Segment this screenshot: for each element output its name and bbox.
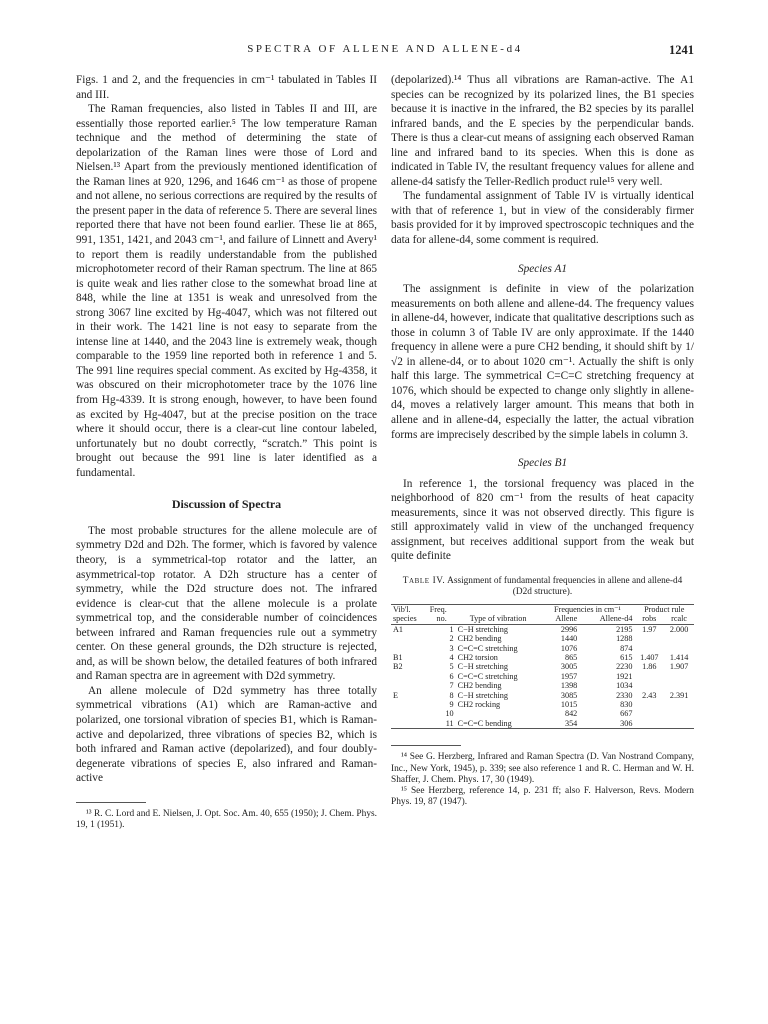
paragraph: In reference 1, the torsional frequency was placed in the neighborhood of 820 cm⁻¹ from the results of heat capacity measurements, since it was not observed directly. This figure is still approximately valid in view of the unchanged frequency assignment, but receives additional support from the weak but quite definite	[391, 477, 694, 563]
cell-type: CH2 bending	[457, 681, 502, 691]
cell-rcalc	[664, 719, 694, 728]
cell-type	[456, 709, 541, 718]
cell-rcalc: 2.000	[669, 624, 689, 634]
running-title: SPECTRA OF ALLENE AND ALLENE-d4	[247, 43, 523, 55]
cell-allene: 842	[564, 709, 578, 719]
footnote-divider	[76, 802, 146, 803]
table-row	[391, 653, 694, 662]
paragraph: (depolarized).¹⁴ Thus all vibrations are Raman-active. The A1 species can be recognized by its polarized lines, the B1 species because it is inactive in the infrared, the B2 species by its parallel infrared bands, and the E species by the perpendicular bands. There is thus a clear-cut means of assigning each observed Raman line and infrared band to its species. When this is done as indicated in Table IV, the resultant frequency values for allene and allene-d4 satisfy the Teller-Redlich product rule¹⁵ very well.	[391, 74, 694, 188]
page-header	[76, 43, 694, 61]
cell-robs	[634, 672, 664, 681]
paragraph: The Raman frequencies, also listed in Tables II and III, are essentially those reported earlier.⁵ The low temperature Raman technique and the method of determining the state of depolarization of the Raman lines were those of Lord and Nielsen.¹³ Apart from the previously mentioned identification of the Raman lines at 920, 1296, and 1646 cm⁻¹ as those of propene and not allene, no serious corrections are required by the results of the present paper in the data of reference 5. There are several lines reported there that have not been found earlier. These lie at 865, 991, 1351, 1421, and 2043 cm⁻¹, and failure of Linnett and Avery¹ to report them is readily understandable from the published microphotometer record of their Raman spectrum. The line at 865 is quite weak and lies rather close to the somewhat broad line at 848, while the line at 1351 is weak and unresolved from the strong 3067 line excited by Hg-4047, which was not filtered out in their work. The 1421 line is not easy to separate from the intense line at 1440, and the 2043 line is extremely weak, though comparable to the 1959 line reported both in reference 1 and 5. The 991 line requires special comment. As excited by Hg-4358, it was obscured on their microphotometer trace by the 1076 line from Hg-4339. It is strong enough, however, to have been found as excited by Hg-4047, but at the precise position on the trace where it should occur, there is a clear-cut line contour labeled, unfortunately but no doubt correctly, “scratch.” This point is brought out because the 991 line is later identified as a fundamental.	[76, 103, 377, 479]
cell-d4: 874	[620, 643, 633, 653]
header-allene-d4: Allene-d4	[579, 614, 634, 624]
paragraph: The assignment is definite in view of the polarization measurements on both allene and allene-d4. The frequency values in allene-d4, however, indicate that qualitative descriptions such as those in column 3 of Table IV are only approximate. If the 1440 frequency in allene were a pure CH2 bending, it should shift by 1/√2 in allene-d4, or to about 1020 cm⁻¹. Actually the shift is only half this large. The symmetrical C=C=C stretching frequency at 1076, which should be expected to change only slightly in allene-d4, moves a relatively larger amount. This means that both in allene and in allene-d4, especially the latter, the actual vibration forms are imprecisely described by the simple labels in column 3.	[391, 283, 694, 441]
cell-d4: 2195	[616, 624, 633, 634]
table-row	[391, 662, 694, 671]
cell-species	[391, 700, 428, 709]
header-vibl: Vib'l.	[393, 604, 411, 614]
footnote-13: ¹³ R. C. Lord and E. Nielsen, J. Opt. Soc. Am. 40, 655 (1950); J. Chem. Phys. 19, 1 (1951).	[76, 808, 377, 830]
cell-robs	[634, 681, 664, 690]
cell-robs	[634, 719, 664, 728]
cell-allene: 354	[564, 718, 578, 728]
table-caption-text: Assignment of fundamental frequencies in allene and allene-d4 (D2d structure).	[447, 575, 683, 597]
cell-allene: 3085	[560, 690, 578, 700]
footnote-divider	[391, 745, 461, 746]
cell-no: 2	[449, 634, 454, 644]
cell-species: B2	[393, 662, 403, 672]
header-r-calc: rcalc	[664, 614, 694, 624]
cell-d4: 1288	[616, 634, 633, 644]
table-row	[391, 700, 694, 709]
cell-robs: 1.97	[642, 624, 657, 634]
header-freq-group: Frequencies in cm⁻¹	[554, 604, 621, 614]
cell-rcalc: 1.414	[669, 652, 689, 662]
cell-type: C=C=C stretching	[457, 671, 518, 681]
cell-rcalc: 1.907	[669, 662, 689, 672]
header-type: Type of vibration	[456, 614, 541, 624]
cell-d4: 615	[620, 652, 633, 662]
footnote-15: ¹⁵ See Herzberg, reference 14, p. 231 ff; also F. Halverson, Revs. Modern Phys. 19, 87 (1947).	[391, 786, 694, 808]
cell-allene: 1398	[560, 681, 578, 691]
cell-d4: 1034	[616, 681, 633, 691]
cell-species	[391, 672, 428, 681]
header-product-rule: Product rule	[644, 604, 685, 614]
header-freq: Freq.	[429, 604, 447, 614]
cell-species	[391, 709, 428, 718]
footnote-14: ¹⁴ See G. Herzberg, Infrared and Raman Spectra (D. Van Nostrand Company, Inc., New York, 1945), p. 339; see also reference 1 and R. C. Herman and W. H. Shaffer, J. Chem. Phys. 17, 30 (1949).	[391, 752, 694, 785]
cell-d4: 2230	[616, 662, 633, 672]
cell-allene: 1015	[560, 700, 578, 710]
table-row	[391, 691, 694, 700]
paragraph: Figs. 1 and 2, and the frequencies in cm⁻¹ tabulated in Tables II and III.	[76, 74, 377, 101]
cell-species: E	[393, 690, 399, 700]
table-row	[391, 624, 694, 634]
cell-robs	[634, 634, 664, 643]
cell-rcalc	[664, 681, 694, 690]
cell-no: 4	[449, 652, 454, 662]
paragraph: The most probable structures for the allene molecule are of symmetry D2d and D2h. The former, which is favored by valence theory, is a symmetrical-top rotator and the latter, an asymmetrical-top rotator. A D2h structure has a center of symmetry, while the D2d structure does not. The infrared evidence is clear-cut that the allene molecule is a prolate symmetrical top, and the considerable number of coincidences between infrared and Raman frequencies rule out a symmetry center. On these general grounds, the D2h structure is rejected, and, as will be shown below, the detailed features of both infrared and Raman spectra are in agreement with D2d symmetry.	[76, 524, 377, 683]
header-no: no.	[428, 614, 456, 624]
cell-species	[391, 681, 428, 690]
cell-rcalc	[664, 672, 694, 681]
cell-d4: 306	[620, 718, 633, 728]
cell-robs: 2.43	[642, 690, 657, 700]
cell-robs: 1.407	[640, 652, 659, 662]
header-allene: Allene	[540, 614, 579, 624]
paragraph: The fundamental assignment of Table IV is virtually identical with that of reference 1, but in view of the considerably firmer basis provided for it by improved spectroscopic techniques and the data for allene-d4, some comment is required.	[391, 190, 694, 247]
cell-type: C=C=C bending	[457, 718, 512, 728]
cell-rcalc: 2.391	[669, 690, 689, 700]
cell-allene: 2996	[560, 624, 578, 634]
section-heading: Discussion of Spectra	[171, 497, 282, 512]
left-column	[76, 73, 377, 831]
cell-rcalc	[664, 634, 694, 643]
cell-type: C=C=C stretching	[457, 643, 518, 653]
cell-d4: 667	[620, 709, 633, 719]
cell-allene: 1440	[560, 634, 578, 644]
table-iv	[391, 605, 694, 728]
cell-type: CH2 torsion	[457, 652, 498, 662]
cell-no: 3	[449, 643, 454, 653]
paragraph: An allene molecule of D2d symmetry has three totally symmetrical vibrations (A1) which are Raman-active and polarized, one torsional vibration of species B1, which is Raman-active and depolarized, three vibrations of species B2, which is both infrared and Raman active (depolarized), and four doubly-degenerate vibrations of species E, also infrared and Raman-active	[76, 684, 377, 785]
subheading-species-a1: Species A1	[517, 262, 568, 275]
table-header-row	[391, 614, 694, 624]
footnote	[76, 809, 377, 832]
subheading-species-b1: Species B1	[517, 457, 568, 470]
cell-allene: 3005	[560, 662, 578, 672]
cell-robs	[634, 700, 664, 709]
header-r-obs: robs	[634, 614, 664, 624]
footnotes	[391, 752, 694, 808]
table-caption	[397, 576, 688, 598]
table-row	[391, 634, 694, 643]
cell-robs	[634, 644, 664, 653]
cell-type: CH2 bending	[457, 634, 502, 644]
cell-type: C−H stretching	[457, 624, 508, 634]
cell-robs: 1.86	[642, 662, 657, 672]
cell-d4: 830	[620, 700, 633, 710]
cell-no: 5	[449, 662, 454, 672]
cell-species	[391, 634, 428, 643]
table-row	[391, 644, 694, 653]
table-row	[391, 672, 694, 681]
cell-no: 7	[449, 681, 454, 691]
cell-rcalc	[664, 709, 694, 718]
cell-d4: 1921	[616, 671, 633, 681]
table-row	[391, 719, 694, 728]
cell-type: CH2 rocking	[457, 700, 501, 710]
cell-allene: 1076	[560, 643, 578, 653]
cell-no: 11	[445, 718, 454, 728]
cell-no: 10	[445, 709, 454, 719]
cell-no: 8	[449, 690, 454, 700]
cell-no: 6	[449, 671, 454, 681]
cell-species	[391, 644, 428, 653]
table-row	[391, 681, 694, 690]
header-species: species	[391, 614, 428, 624]
cell-d4: 2330	[616, 690, 633, 700]
table-header-row	[391, 605, 694, 614]
cell-rcalc	[664, 700, 694, 709]
table-caption-label: Table IV.	[402, 575, 446, 586]
right-column	[391, 73, 694, 809]
cell-species: A1	[393, 624, 404, 634]
cell-species: B1	[393, 652, 403, 662]
page-number: 1241	[669, 43, 694, 57]
cell-allene: 865	[564, 652, 578, 662]
cell-type: C−H stretching	[457, 662, 508, 672]
cell-type: C−H stretching	[457, 690, 508, 700]
cell-rcalc	[664, 644, 694, 653]
table-bottom-rule	[391, 728, 694, 729]
cell-species	[391, 719, 428, 728]
cell-no: 9	[449, 700, 454, 710]
cell-no: 1	[449, 624, 454, 634]
table-row	[391, 709, 694, 718]
cell-allene: 1957	[560, 671, 578, 681]
cell-robs	[634, 709, 664, 718]
